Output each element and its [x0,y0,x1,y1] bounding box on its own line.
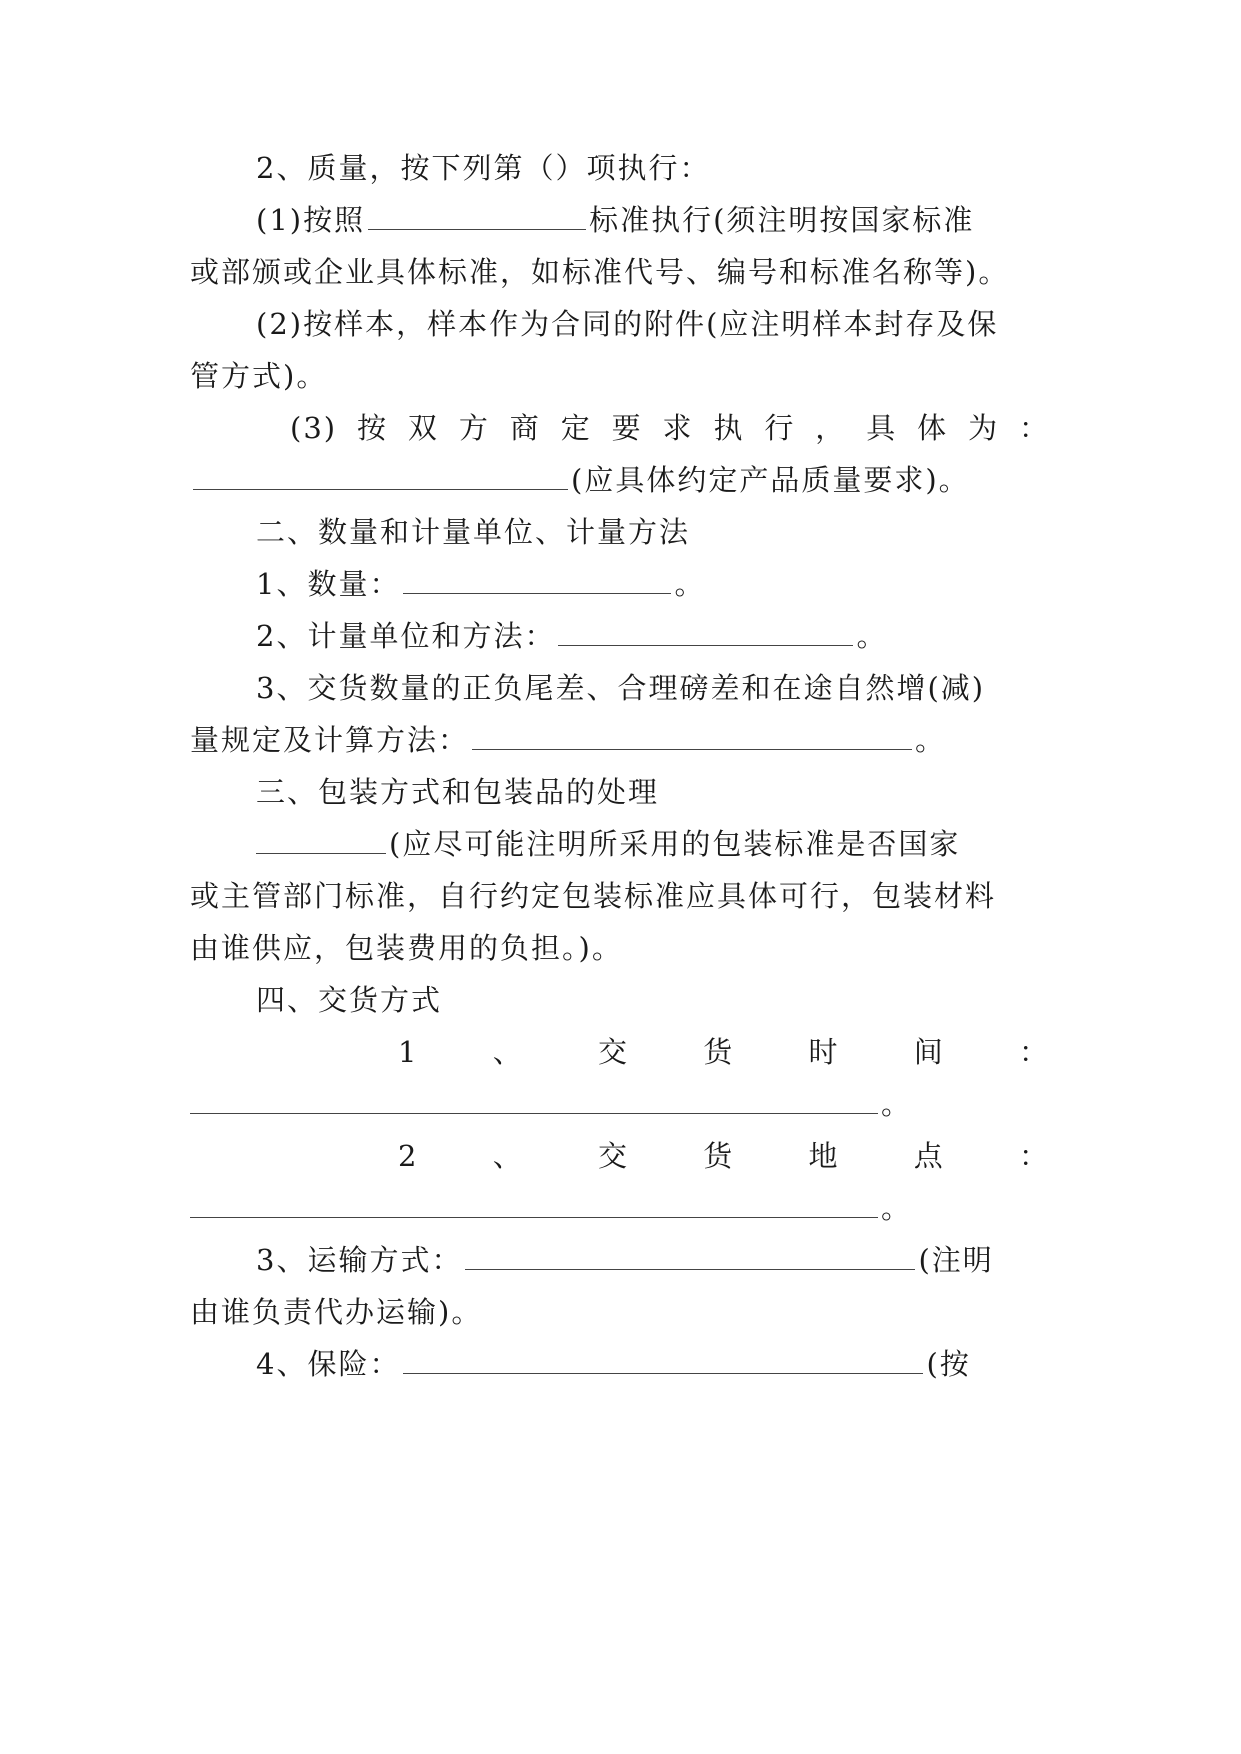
section-4-heading: 四、交货方式 [256,983,443,1017]
quality-requirement-blank[interactable] [193,460,568,490]
unit-method-blank[interactable] [558,616,853,646]
quality-option-2: (2)按样本，样本作为合同的附件(应注明样本封存及保 [256,307,999,341]
spaced-glyph: 、 [492,1035,524,1069]
quality-option-1: (1)按照 标准执行(须注明按国家标准 [256,200,1116,240]
quality-heading: 2、质量，按下列第（）项执行： [256,151,711,185]
insurance-blank[interactable] [403,1344,923,1374]
delivery-place-line: 。 [190,1188,1050,1228]
spaced-glyph: 间 [913,1035,945,1069]
spaced-glyph: 行 [764,411,796,445]
spaced-glyph: 按 [357,411,389,445]
transport-line: 3、运输方式： (注明 [256,1240,1116,1280]
spaced-glyph: ： [1018,1035,1050,1069]
spaced-glyph: 要 [611,411,643,445]
quantity-blank[interactable] [403,564,671,594]
standard-blank[interactable] [368,200,586,230]
delivery-time-label [398,1032,1050,1072]
spaced-glyph: (3) [290,411,338,445]
unit-method-line: 2、计量单位和方法： 。 [256,616,1116,656]
spaced-glyph: 1 [398,1035,419,1069]
packaging-line-cont-2: 由谁供应，包装费用的负担。)。 [190,931,623,965]
spaced-glyph: ： [1018,411,1050,445]
section-2-heading: 二、数量和计量单位、计量方法 [256,515,691,549]
spaced-glyph: 货 [703,1139,735,1173]
spaced-glyph: 时 [808,1035,840,1069]
quantity-line: 1、数量： 。 [256,564,1116,604]
spaced-glyph: 体 [917,411,949,445]
packaging-line: (应尽可能注明所采用的包装标准是否国家 [256,824,1116,864]
spaced-glyph: 商 [509,411,541,445]
delivery-time-blank[interactable] [190,1084,878,1114]
spaced-glyph: 交 [597,1035,629,1069]
packaging-blank[interactable] [256,824,386,854]
spaced-glyph: 为 [968,411,1000,445]
section-3-heading: 三、包装方式和包装品的处理 [256,775,660,809]
transport-line-cont: 由谁负责代办运输)。 [190,1295,483,1329]
insurance-line: 4、保险： (按 [256,1344,1116,1384]
transport-blank[interactable] [465,1240,915,1270]
spaced-glyph: 2 [398,1139,419,1173]
spaced-glyph: 求 [662,411,694,445]
packaging-line-cont-1: 或主管部门标准，自行约定包装标准应具体可行，包装材料 [190,879,997,913]
delivery-time-line: 。 [190,1084,1050,1124]
tolerance-line-cont: 量规定及计算方法： 。 [190,720,1050,760]
tolerance-line: 3、交货数量的正负尾差、合理磅差和在途自然增(减) [256,671,986,705]
spaced-glyph: 、 [492,1139,524,1173]
spaced-glyph: 定 [560,411,592,445]
spaced-glyph: 具 [866,411,898,445]
delivery-place-blank[interactable] [190,1188,878,1218]
spaced-glyph: ： [1018,1139,1050,1173]
quality-option-1-cont: 或部颁或企业具体标准，如标准代号、编号和标准名称等)。 [190,255,1010,289]
quality-option-3 [290,408,1050,448]
spaced-glyph: 地 [808,1139,840,1173]
spaced-glyph: 货 [703,1035,735,1069]
spaced-glyph: 执 [713,411,745,445]
spaced-glyph: 交 [597,1139,629,1173]
spaced-glyph: 点 [913,1139,945,1173]
spaced-glyph: 方 [458,411,490,445]
tolerance-blank[interactable] [472,720,912,750]
delivery-place-label [398,1136,1050,1176]
quality-option-3-cont: (应具体约定产品质量要求)。 [190,460,1050,500]
spaced-glyph: ， [815,411,847,445]
quality-option-2-cont: 管方式)。 [190,359,328,393]
spaced-glyph: 双 [407,411,439,445]
